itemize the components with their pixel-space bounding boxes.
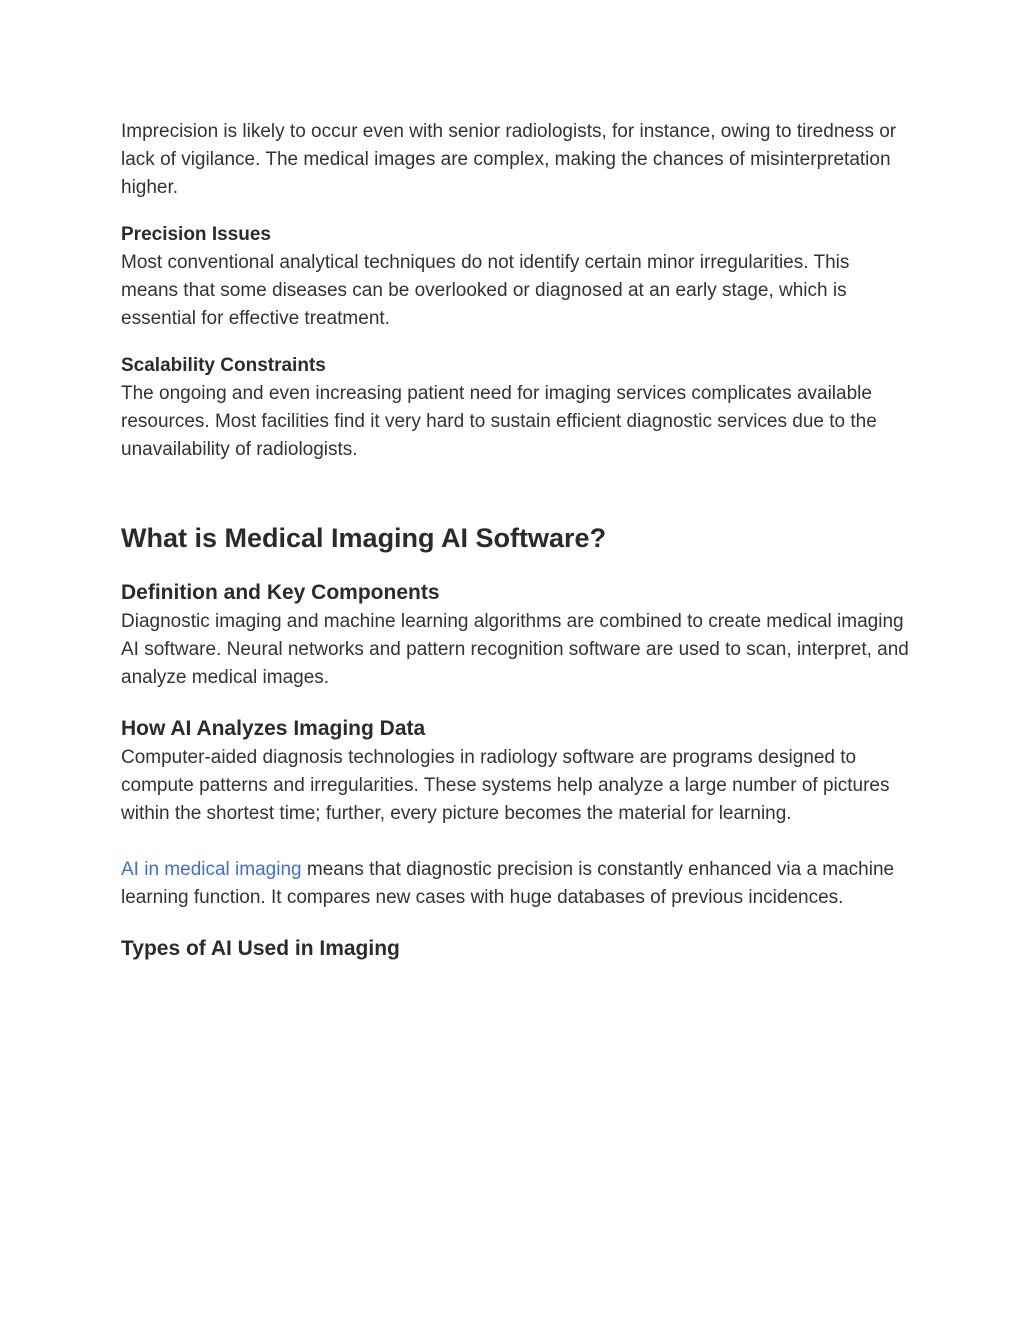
definition-heading: Definition and Key Components xyxy=(121,581,440,604)
document-page xyxy=(121,118,911,964)
ai-imaging-paragraph-text: means that diagnostic precision is constantly enhanced via a machine learning function. It compares new cases with huge databases of previous incidences. xyxy=(121,859,895,908)
intro-paragraph: Imprecision is likely to occur even with senior radiologists, for instance, owing to tiredness or lack of vigilance. The medical images are complex, making the chances of misinterpretation higher. xyxy=(121,121,897,198)
definition-block xyxy=(121,578,911,692)
section-heading: What is Medical Imaging AI Software? xyxy=(121,523,607,553)
scalability-constraints-paragraph: The ongoing and even increasing patient need for imaging services complicates available resources. Most facilities find it very hard to sustain efficient diagnostic services due to the unavailability of radiologists. xyxy=(121,383,877,460)
definition-paragraph: Diagnostic imaging and machine learning algorithms are combined to create medical imaging AI software. Neural networks and pattern recognition software are used to scan, interpret, and analyze medical images. xyxy=(121,611,909,688)
precision-issues-paragraph: Most conventional analytical techniques do not identify certain minor irregularities. This means that some diseases can be overlooked or diagnosed at an early stage, which is essential for effective treatment. xyxy=(121,252,850,329)
precision-issues-block xyxy=(121,221,911,333)
scalability-constraints-title: Scalability Constraints xyxy=(121,355,326,376)
analyzes-block xyxy=(121,714,911,828)
precision-issues-title: Precision Issues xyxy=(121,224,271,245)
analyzes-heading: How AI Analyzes Imaging Data xyxy=(121,717,426,740)
ai-in-medical-imaging-link[interactable]: AI in medical imaging xyxy=(121,859,302,880)
analyzes-paragraph: Computer-aided diagnosis technologies in radiology software are programs designed to compute patterns and irregularities. These systems help analyze a large number of pictures within the shortest time; further, every picture becomes the material for learning. xyxy=(121,747,890,824)
types-heading: Types of AI Used in Imaging xyxy=(121,937,400,960)
ai-imaging-paragraph xyxy=(121,856,911,912)
scalability-constraints-block xyxy=(121,352,911,464)
